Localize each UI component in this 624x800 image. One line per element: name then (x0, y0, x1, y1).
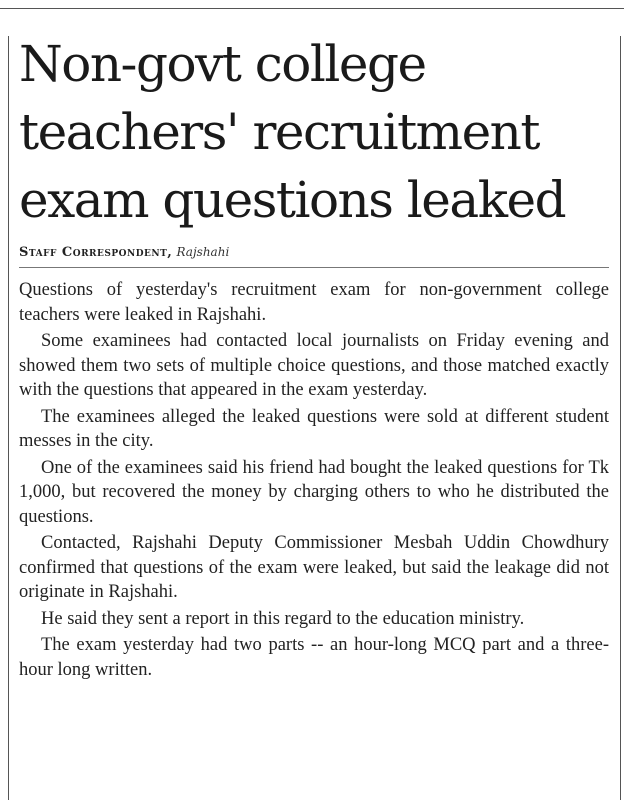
byline-correspondent: Staff Correspondent, (19, 245, 173, 260)
byline-location: Rajshahi (176, 245, 230, 259)
news-article (19, 30, 609, 684)
right-column-rule (620, 36, 621, 800)
paragraph: Questions of yesterday's recruitment exam for non-government college teachers were leaked in Rajshahi. (19, 280, 609, 325)
top-rule (0, 8, 624, 9)
paragraph: The examinees alleged the leaked questions were sold at different student messes in the city. (19, 406, 609, 451)
paragraph: Some examinees had contacted local journalists on Friday evening and showed them two sets of multiple choice questions, and those matched exactly with the questions that appeared in the exam yesterday. (19, 331, 609, 400)
left-column-rule (8, 36, 9, 800)
paragraph: He said they sent a report in this regard to the education ministry. (41, 608, 525, 629)
paragraph: One of the examinees said his friend had bought the leaked questions for Tk 1,000, but recovered the money by charging others to who he distributed the questions. (19, 457, 609, 527)
article-body (19, 278, 609, 682)
headline: Non-govt college teachers' recruitment exam questions leaked (19, 35, 566, 229)
paragraph: The exam yesterday had two parts -- an hour-long MCQ part and a three-hour long written. (19, 635, 609, 680)
byline (19, 244, 609, 268)
paragraph: Contacted, Rajshahi Deputy Commissioner Mesbah Uddin Chowdhury confirmed that questions of the exam were leaked, but said the leakage did not originate in Rajshahi. (19, 533, 609, 602)
